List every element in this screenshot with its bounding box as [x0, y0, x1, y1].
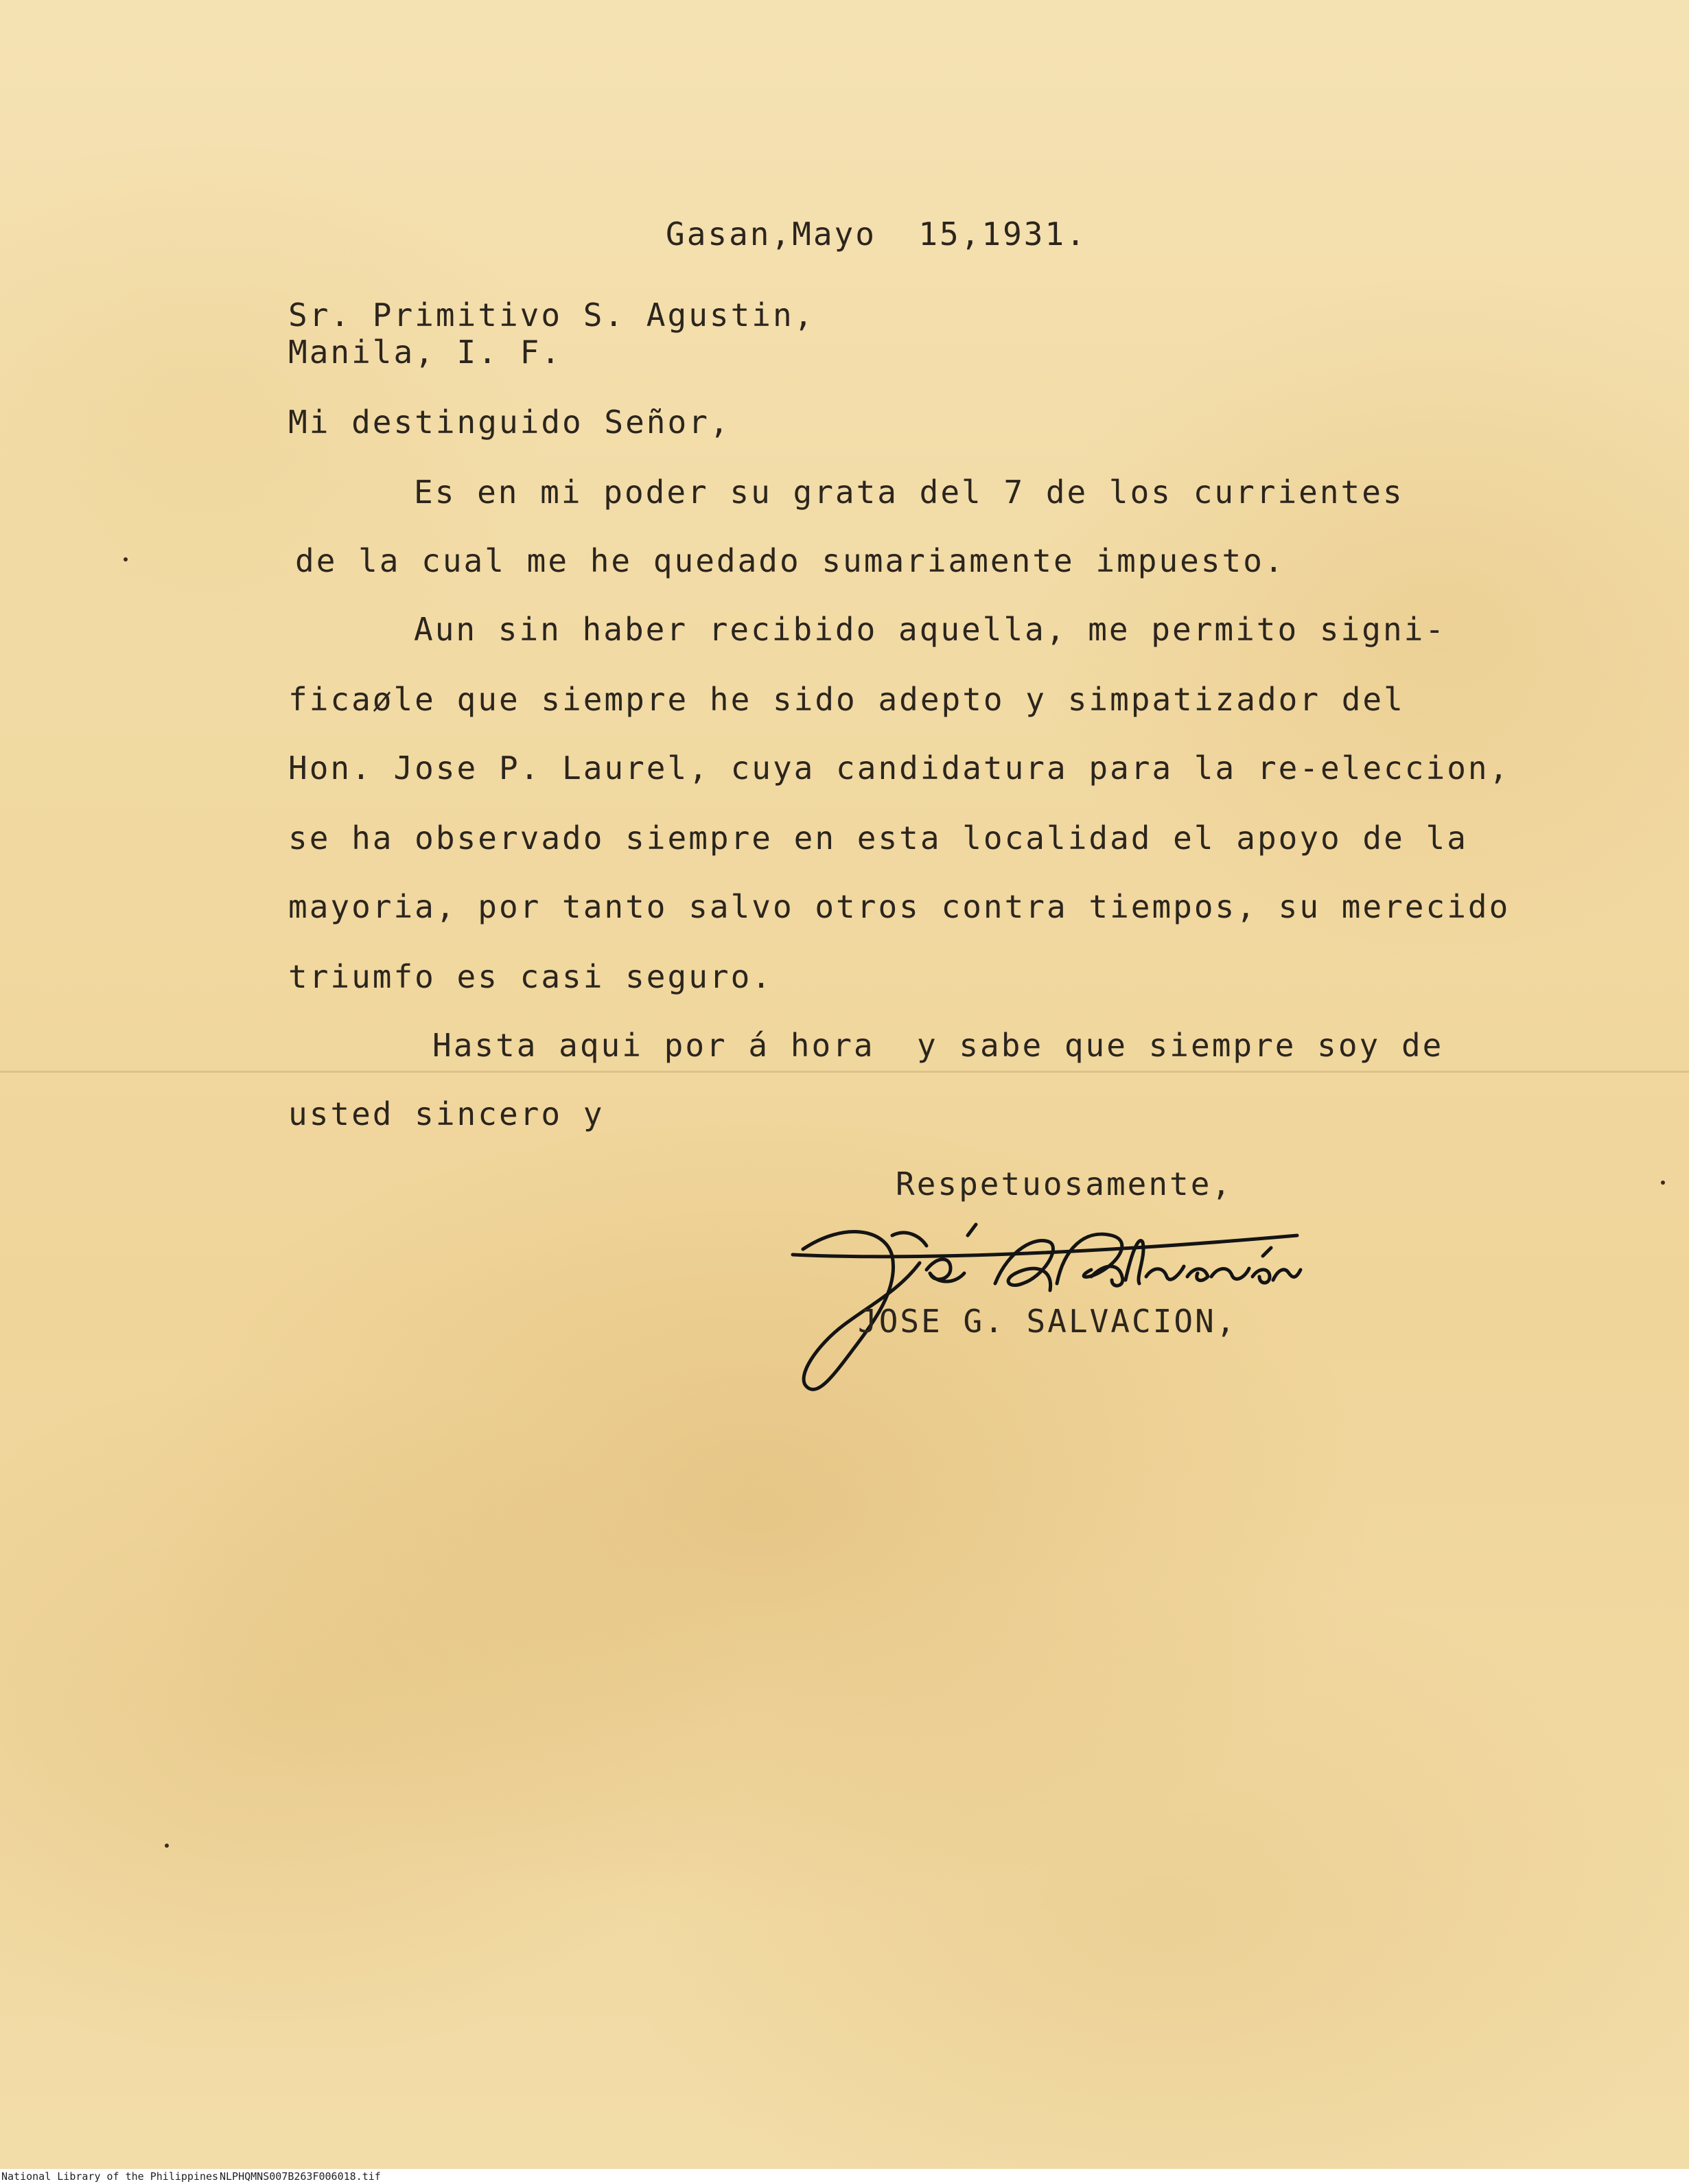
- closing: Respetuosamente,: [896, 1165, 1233, 1203]
- recipient-name: Sr. Primitivo S. Agustin,: [288, 297, 815, 334]
- body-line: Es en mi poder su grata del 7 de los currientes: [414, 474, 1404, 511]
- paper-speck: [1661, 1181, 1665, 1185]
- body-line: ficaøle que siempre he sido adepto y simpatizador del: [288, 681, 1405, 718]
- salutation: Mi destinguido Señor,: [288, 404, 731, 441]
- signer-name: JOSE G. SALVACION,: [858, 1303, 1237, 1340]
- paper-speck: [124, 557, 128, 561]
- footer-institution: National Library of the Philippines: [1, 2170, 219, 2183]
- letter-date: Gasan,Mayo 15,1931.: [666, 216, 1087, 253]
- footer-filename: NLPHQMNS007B263F006018.tif: [220, 2170, 381, 2183]
- archive-footer: [0, 2169, 1689, 2184]
- body-line: mayoria, por tanto salvo otros contra tiempos, su merecido: [288, 888, 1511, 925]
- recipient-location: Manila, I. F.: [288, 334, 563, 371]
- body-line: triumfo es casi seguro.: [288, 958, 773, 995]
- body-line: Hon. Jose P. Laurel, cuya candidatura para la re-eleccion,: [288, 750, 1511, 787]
- body-line: Hasta aqui por á hora y sabe que siempre soy de: [432, 1027, 1444, 1064]
- body-line: se ha observado siempre en esta localidad el apoyo de la: [288, 820, 1468, 857]
- paper-fold-line: [0, 1071, 1689, 1073]
- paper-speck: [165, 1844, 169, 1848]
- body-line: de la cual me he quedado sumariamente impuesto.: [295, 542, 1285, 579]
- body-line: Aun sin haber recibido aquella, me permito signi-: [414, 611, 1447, 648]
- body-line: usted sincero y: [288, 1095, 605, 1132]
